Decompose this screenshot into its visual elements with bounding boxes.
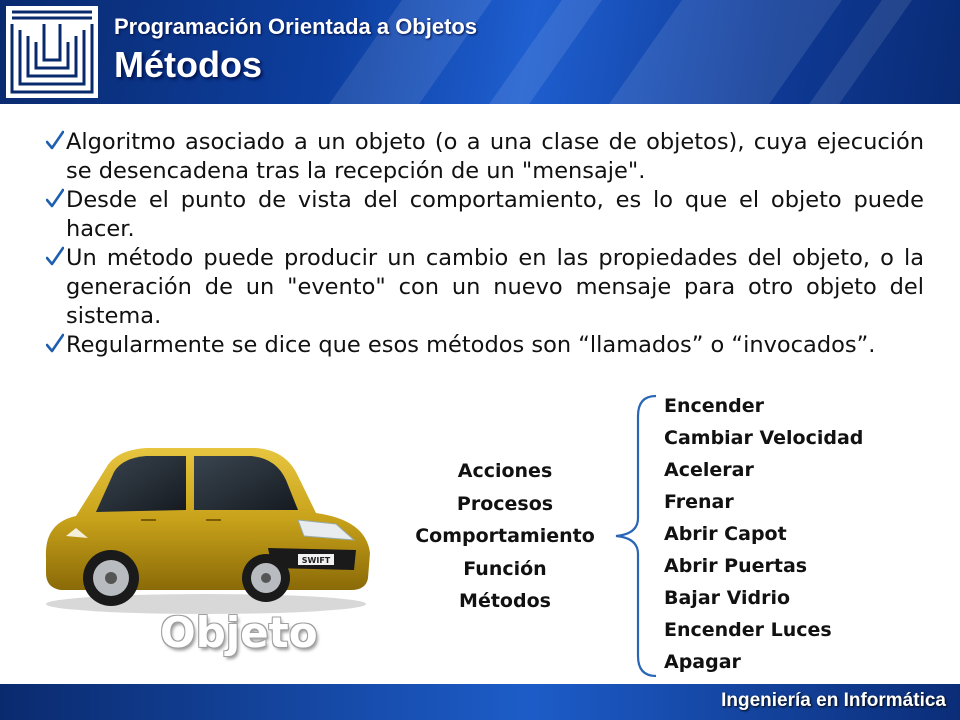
slide-title: Métodos [114, 44, 262, 85]
synonym-item: Procesos [456, 492, 554, 515]
bullet-item [48, 128, 924, 186]
method-item: Acelerar [664, 459, 754, 481]
checkmark-icon [46, 333, 64, 355]
slide-header [0, 0, 960, 104]
method-item: Bajar Vidrio [664, 587, 791, 609]
bullet-text: Desde el punto de vista del comportamiento, es lo que el objeto puede hacer. [66, 187, 924, 242]
university-logo-icon [4, 4, 100, 100]
bullet-item [48, 186, 924, 244]
checkmark-icon [46, 188, 64, 210]
synonym-item: Métodos [459, 590, 551, 612]
slide-footer [0, 684, 960, 720]
method-item: Abrir Puertas [664, 555, 808, 577]
object-caption: Objeto [160, 608, 318, 657]
checkmark-icon [46, 246, 64, 268]
course-subtitle: Programación Orientada a Objetos [114, 14, 478, 39]
method-item: Frenar [664, 491, 734, 513]
bullet-item [48, 244, 924, 331]
checkmark-icon [46, 130, 64, 152]
bullet-text: Algoritmo asociado a un objeto (o a una clase de objetos), cuya ejecución se desencadena tras la recepción de un "mensaje". [66, 129, 924, 184]
synonym-item: Acciones [457, 460, 553, 482]
bullet-list [48, 128, 924, 360]
bullet-text: Un método puede producir un cambio en las propiedades del objeto, o la generación de un "evento" con un nuevo mensaje para otro objeto del sistema. [66, 245, 924, 329]
method-item: Apagar [664, 651, 741, 673]
curly-brace-icon [612, 392, 662, 680]
car-badge-text: SWIFT [301, 556, 331, 565]
methods-list [664, 390, 863, 678]
footer-label: Ingeniería en Informática [721, 690, 946, 711]
method-item: Encender [664, 395, 765, 417]
synonyms-list [400, 455, 610, 618]
bullet-text: Regularmente se dice que esos métodos son “llamados” o “invocados”. [66, 332, 876, 358]
method-item: Abrir Capot [664, 523, 787, 545]
bullet-item [48, 331, 924, 360]
synonym-item: Comportamiento [415, 525, 595, 547]
method-item: Cambiar Velocidad [664, 427, 864, 449]
synonym-item: Función [463, 557, 547, 580]
method-item: Encender Luces [664, 619, 832, 641]
car-image [36, 428, 376, 618]
